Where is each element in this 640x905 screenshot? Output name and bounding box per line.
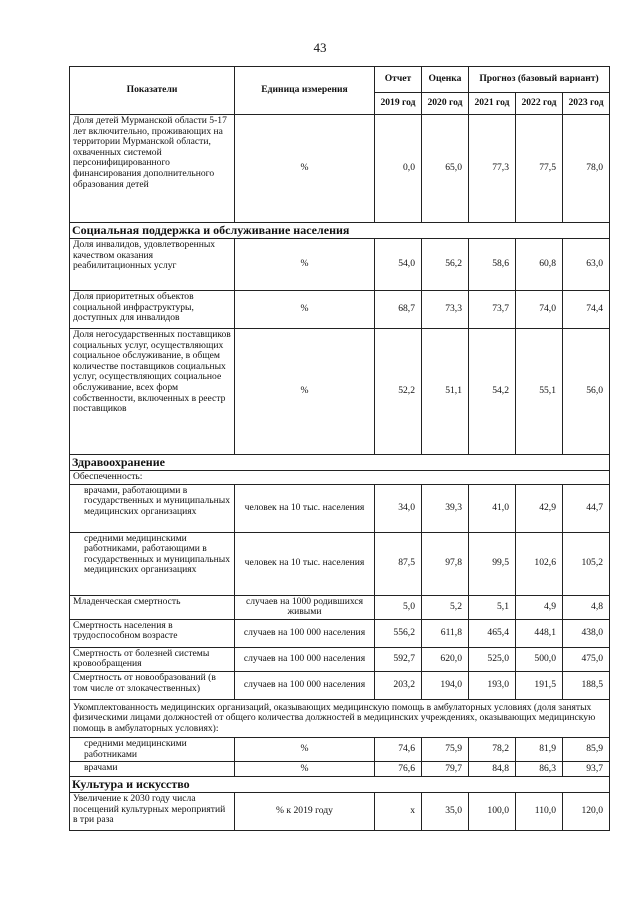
value-2019: 34,0 (375, 484, 422, 532)
header-estimate: Оценка (422, 67, 469, 93)
value-2023: 74,4 (563, 291, 610, 329)
unit-cell: % (235, 239, 375, 291)
section-title: Социальная поддержка и обслуживание населения (70, 223, 610, 239)
value-2023: 4,8 (563, 595, 610, 619)
page-number: 43 (313, 40, 327, 55)
value-2022: 86,3 (516, 762, 563, 777)
unit-cell: % (235, 329, 375, 455)
table-row (70, 647, 610, 671)
value-2021: 41,0 (469, 484, 516, 532)
value-2021: 78,2 (469, 737, 516, 761)
unit-cell: % (235, 291, 375, 329)
value-2019: 76,6 (375, 762, 422, 777)
value-2019: 0,0 (375, 115, 422, 223)
value-2022: 60,8 (516, 239, 563, 291)
value-2022: 4,9 (516, 595, 563, 619)
table-row (70, 595, 610, 619)
table-row (70, 762, 610, 777)
value-2020: 79,7 (422, 762, 469, 777)
indicator-name: Младенческая смертность (70, 595, 235, 619)
table-row (70, 115, 610, 223)
table-row (70, 484, 610, 532)
header-2020: 2020 год (422, 93, 469, 115)
header-forecast: Прогноз (базовый вариант) (469, 67, 610, 93)
header-2019: 2019 год (375, 93, 422, 115)
value-2020: 73,3 (422, 291, 469, 329)
indicator-name: врачами (70, 762, 235, 777)
indicator-name: Доля детей Мурманской области 5-17 лет включительно, проживающих на территории Мурманской области, охваченных системой персонифицированного финансирования дополнительного образования детей (70, 115, 235, 223)
table-row (70, 532, 610, 595)
header-report: Отчет (375, 67, 422, 93)
value-2021: 5,1 (469, 595, 516, 619)
value-2023: 188,5 (563, 671, 610, 699)
value-2020: 51,1 (422, 329, 469, 455)
value-2021: 84,8 (469, 762, 516, 777)
value-2023: 78,0 (563, 115, 610, 223)
value-2019: 54,0 (375, 239, 422, 291)
value-2023: 93,7 (563, 762, 610, 777)
value-2020: 56,2 (422, 239, 469, 291)
unit-cell: человек на 10 тыс. населения (235, 484, 375, 532)
value-2021: 99,5 (469, 532, 516, 595)
header-unit: Единица измерения (235, 67, 375, 115)
value-2023: 475,0 (563, 647, 610, 671)
header-2021: 2021 год (469, 93, 516, 115)
table-row (70, 619, 610, 647)
header-2023: 2023 год (563, 93, 610, 115)
table-row (70, 223, 610, 239)
value-2021: 54,2 (469, 329, 516, 455)
section-title: Культура и искусство (70, 777, 610, 793)
indicator-name: Увеличение к 2030 году числа посещений культурных мероприятий в три раза (70, 793, 235, 831)
table-row (70, 737, 610, 761)
value-2021: 58,6 (469, 239, 516, 291)
table-body (70, 115, 610, 831)
subsection-label: Обеспеченность: (70, 471, 610, 485)
unit-cell: случаев на 100 000 населения (235, 619, 375, 647)
value-2019: 74,6 (375, 737, 422, 761)
section-title: Здравоохранение (70, 455, 610, 471)
value-2021: 100,0 (469, 793, 516, 831)
table-row (70, 699, 610, 737)
value-2022: 191,5 (516, 671, 563, 699)
value-2019: 592,7 (375, 647, 422, 671)
value-2021: 77,3 (469, 115, 516, 223)
table-row (70, 777, 610, 793)
unit-cell: человек на 10 тыс. населения (235, 532, 375, 595)
indicator-name: средними медицинскими работниками (70, 737, 235, 761)
value-2022: 500,0 (516, 647, 563, 671)
value-2019: х (375, 793, 422, 831)
value-2019: 556,2 (375, 619, 422, 647)
table-row (70, 239, 610, 291)
indicator-name: врачами, работающими в государственных и муниципальных медицинских организациях (70, 484, 235, 532)
value-2023: 85,9 (563, 737, 610, 761)
value-2021: 465,4 (469, 619, 516, 647)
value-2022: 448,1 (516, 619, 563, 647)
unit-cell: случаев на 100 000 населения (235, 647, 375, 671)
unit-cell: % к 2019 году (235, 793, 375, 831)
value-2019: 52,2 (375, 329, 422, 455)
value-2023: 44,7 (563, 484, 610, 532)
value-2023: 105,2 (563, 532, 610, 595)
header-2022: 2022 год (516, 93, 563, 115)
value-2020: 35,0 (422, 793, 469, 831)
value-2022: 102,6 (516, 532, 563, 595)
value-2020: 611,8 (422, 619, 469, 647)
table-row (70, 671, 610, 699)
table-row (70, 471, 610, 485)
value-2023: 438,0 (563, 619, 610, 647)
indicator-name: средними медицинскими работниками, работающими в государственных и муниципальных медицинских организациях (70, 532, 235, 595)
value-2020: 620,0 (422, 647, 469, 671)
value-2023: 120,0 (563, 793, 610, 831)
table-row (70, 329, 610, 455)
value-2019: 203,2 (375, 671, 422, 699)
value-2020: 39,3 (422, 484, 469, 532)
value-2020: 97,8 (422, 532, 469, 595)
value-2022: 81,9 (516, 737, 563, 761)
group-label: Укомплектованность медицинских организаций, оказывающих медицинскую помощь в амбулаторных условиях (доля занятых физическими лицами должностей от общего количества должностей в медицинских учреждениях, оказывающих медицинскую помощь в амбулаторных условиях): (70, 699, 610, 737)
value-2020: 65,0 (422, 115, 469, 223)
value-2021: 193,0 (469, 671, 516, 699)
indicator-name: Смертность от новообразований (в том числе от злокачественных) (70, 671, 235, 699)
value-2023: 63,0 (563, 239, 610, 291)
unit-cell: случаев на 1000 родившихся живыми (235, 595, 375, 619)
indicators-table (69, 66, 610, 831)
value-2022: 42,9 (516, 484, 563, 532)
value-2022: 77,5 (516, 115, 563, 223)
value-2020: 5,2 (422, 595, 469, 619)
unit-cell: % (235, 737, 375, 761)
unit-cell: % (235, 762, 375, 777)
indicator-name: Доля негосударственных поставщиков социальных услуг, осуществляющих социальное обслуживание, в общем количестве поставщиков социальных услуг, осуществляющих социальное обслуживание, всех форм собственности, включенных в реестр поставщиков (70, 329, 235, 455)
indicator-name: Смертность от болезней системы кровообращения (70, 647, 235, 671)
table-row (70, 455, 610, 471)
unit-cell: % (235, 115, 375, 223)
table-row (70, 793, 610, 831)
unit-cell: случаев на 100 000 населения (235, 671, 375, 699)
value-2020: 194,0 (422, 671, 469, 699)
header-indicators: Показатели (70, 67, 235, 115)
indicator-name: Смертность населения в трудоспособном возрасте (70, 619, 235, 647)
value-2022: 55,1 (516, 329, 563, 455)
value-2020: 75,9 (422, 737, 469, 761)
value-2022: 110,0 (516, 793, 563, 831)
indicator-name: Доля приоритетных объектов социальной инфраструктуры, доступных для инвалидов (70, 291, 235, 329)
value-2021: 525,0 (469, 647, 516, 671)
value-2019: 68,7 (375, 291, 422, 329)
value-2022: 74,0 (516, 291, 563, 329)
indicator-name: Доля инвалидов, удовлетворенных качеством оказания реабилитационных услуг (70, 239, 235, 291)
value-2021: 73,7 (469, 291, 516, 329)
value-2019: 87,5 (375, 532, 422, 595)
table-row (70, 291, 610, 329)
value-2023: 56,0 (563, 329, 610, 455)
value-2019: 5,0 (375, 595, 422, 619)
